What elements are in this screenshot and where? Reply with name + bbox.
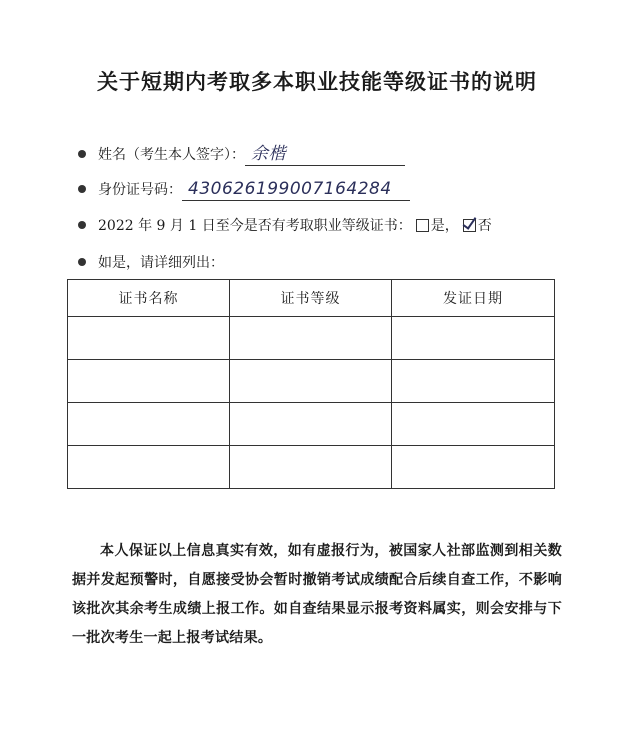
column-header-certificate-level: 证书等级 (230, 280, 392, 317)
no-checkbox[interactable] (463, 219, 476, 232)
bullet-icon (78, 185, 86, 193)
declaration-paragraph: 本人保证以上信息真实有效，如有虚报行为，被国家人社部监测到相关数据并发起预警时，自愿接受协会暂时撤销考试成绩配合后续自查工作，不影响该批次其余考生成绩上报工作。如自查结果显示报考资料属实，则会安排与下一批次考生一起上报考试结果。 (72, 543, 562, 646)
table-cell[interactable] (392, 360, 555, 403)
yes-checkbox[interactable] (416, 219, 429, 232)
name-signature-field[interactable] (245, 143, 405, 166)
table-header-row (68, 280, 555, 317)
table-row (68, 360, 555, 403)
name-signature: 余楷 (251, 143, 286, 164)
id-number-field-row (78, 177, 410, 201)
table-cell[interactable] (392, 317, 555, 360)
column-header-certificate-name: 证书名称 (68, 280, 230, 317)
id-number-label: 身份证号码： (98, 182, 182, 198)
table-row (68, 403, 555, 446)
table-row (68, 317, 555, 360)
list-prompt-row (78, 250, 224, 274)
table-cell[interactable] (68, 360, 230, 403)
no-option-label: 否 (477, 218, 492, 234)
table-cell[interactable] (68, 317, 230, 360)
certificate-table (67, 279, 555, 489)
table-cell[interactable] (68, 446, 230, 489)
bullet-icon (78, 150, 86, 158)
table-cell[interactable] (392, 403, 555, 446)
document-title: 关于短期内考取多本职业技能等级证书的说明 (97, 69, 537, 94)
bullet-icon (78, 258, 86, 266)
bullet-icon (78, 221, 86, 229)
list-prompt-label: 如是，请详细列出： (98, 255, 224, 271)
name-label: 姓名（考生本人签字）： (98, 147, 245, 163)
table-cell[interactable] (230, 360, 392, 403)
certificate-question-label: 2022 年 9 月 1 日至今是否有考取职业等级证书： (98, 218, 412, 234)
certificate-question-row (78, 213, 492, 237)
id-number-value: 430626199007164284 (188, 178, 392, 199)
table-cell[interactable] (230, 446, 392, 489)
name-field-row (78, 142, 405, 166)
table-row (68, 446, 555, 489)
table-cell[interactable] (392, 446, 555, 489)
table-cell[interactable] (68, 403, 230, 446)
table-cell[interactable] (230, 403, 392, 446)
table-cell[interactable] (230, 317, 392, 360)
yes-option-label: 是， (430, 218, 459, 234)
column-header-issue-date: 发证日期 (392, 280, 555, 317)
id-number-field[interactable] (182, 178, 410, 201)
